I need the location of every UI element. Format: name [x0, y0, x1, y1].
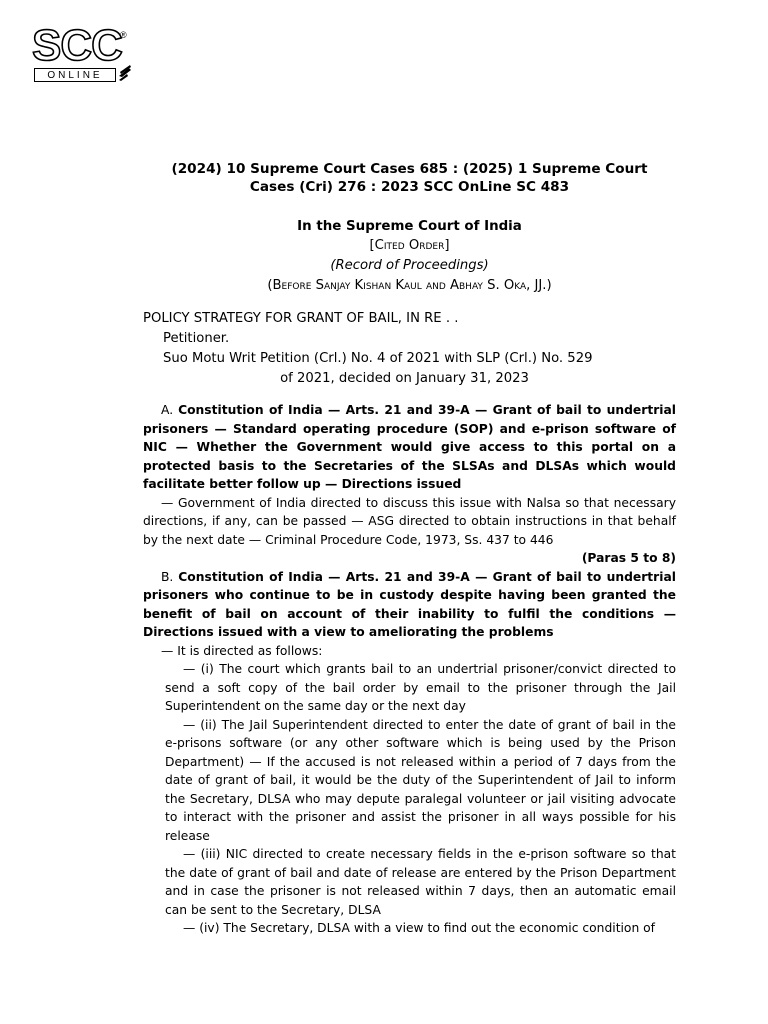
citation-line-2: Cases (Cri) 276 : 2023 SCC OnLine SC 483 [249, 179, 570, 195]
headnote-a-paras: (Paras 5 to 8) [581, 551, 676, 565]
scc-online-logo [32, 21, 134, 88]
petition-details [143, 349, 676, 389]
direction-item: — (ii) The Jail Superintendent directed to enter the date of grant of bail in the e-prisons software (or any other software which is being used by the Prison Department) — If the accused is not released within a period of 7 days from the date of grant of bail, it would be the duty of the Superintendent of Jail to inform the Secretary, DLSA who may depute paralegal volunteer or jail visiting advocate to interact with the prisoner and assist the prisoner in all ways possible for his release [165, 717, 676, 843]
logo-arrow-icon [118, 64, 132, 84]
court-name: In the Supreme Court of India [297, 219, 522, 234]
logo-online-box [34, 68, 116, 82]
headnote-b [143, 568, 676, 642]
cited-order: [Cited Order] [369, 238, 450, 253]
headnote-b-intro: — It is directed as follows: [161, 643, 323, 658]
headnote-a-heading: Constitution of India — Arts. 21 and 39-A — Grant of bail to undertrial prisoners — Standard operating procedure (SOP) and e-prison software of NIC — Whether the Government would give access to this portal on a protected basis to the Secretaries of the SLSAs and DLSAs which would facilitate better follow up — Directions issued [143, 403, 676, 491]
headnote-a [143, 401, 676, 494]
direction-item: — (iii) NIC directed to create necessary fields in the e-prison software so that the date of grant of bail and date of release are entered by the Prison Department and in case the prisoner is not released within 7 days, then an automatic email can be sent to the Secretary, DLSA [165, 847, 676, 917]
direction-item: — (iv) The Secretary, DLSA with a view to find out the economic condition of [183, 921, 656, 935]
logo-registered-mark: ® [120, 30, 127, 40]
bench: (Before Sanjay Kishan Kaul and Abhay S. Oka, JJ.) [267, 278, 552, 293]
citation [143, 160, 676, 196]
citation-line-1: (2024) 10 Supreme Court Cases 685 : (2025) 1 Supreme Court [171, 161, 648, 177]
petition-line-1: Suo Motu Writ Petition (Crl.) No. 4 of 2021 with SLP (Crl.) No. 529 [163, 351, 593, 366]
headnote-b-heading: Constitution of India — Arts. 21 and 39-A — Grant of bail to undertrial prisoners who continue to be in custody despite having been granted the benefit of bail on account of their inability to fulfil the conditions — Directions issued with a view to ameliorating the problems [143, 569, 676, 639]
case-title: POLICY STRATEGY FOR GRANT OF BAIL, IN RE . . [143, 311, 459, 326]
headnote-b-letter: B. [161, 569, 174, 584]
direction-item: — (i) The court which grants bail to an undertrial prisoner/convict directed to send a soft copy of the bail order by email to the prisoner through the Jail Superintendent on the same day or the next day [165, 662, 676, 713]
logo-online-text: ONLINE [47, 69, 103, 81]
record-of-proceedings: (Record of Proceedings) [330, 258, 489, 273]
headnote-a-text: — Government of India directed to discuss this issue with Nalsa so that necessary directions, if any, can be passed — ASG directed to obtain instructions in that behalf by the next date — Criminal Procedure Code, 1973, Ss. 437 to 446 [143, 495, 676, 547]
headnote-a-letter: A. [161, 403, 174, 417]
petition-line-2: of 2021, decided on January 31, 2023 [280, 371, 529, 386]
party: Petitioner. [163, 331, 230, 346]
logo-brand: SCC [32, 21, 122, 70]
document-body [143, 160, 676, 938]
